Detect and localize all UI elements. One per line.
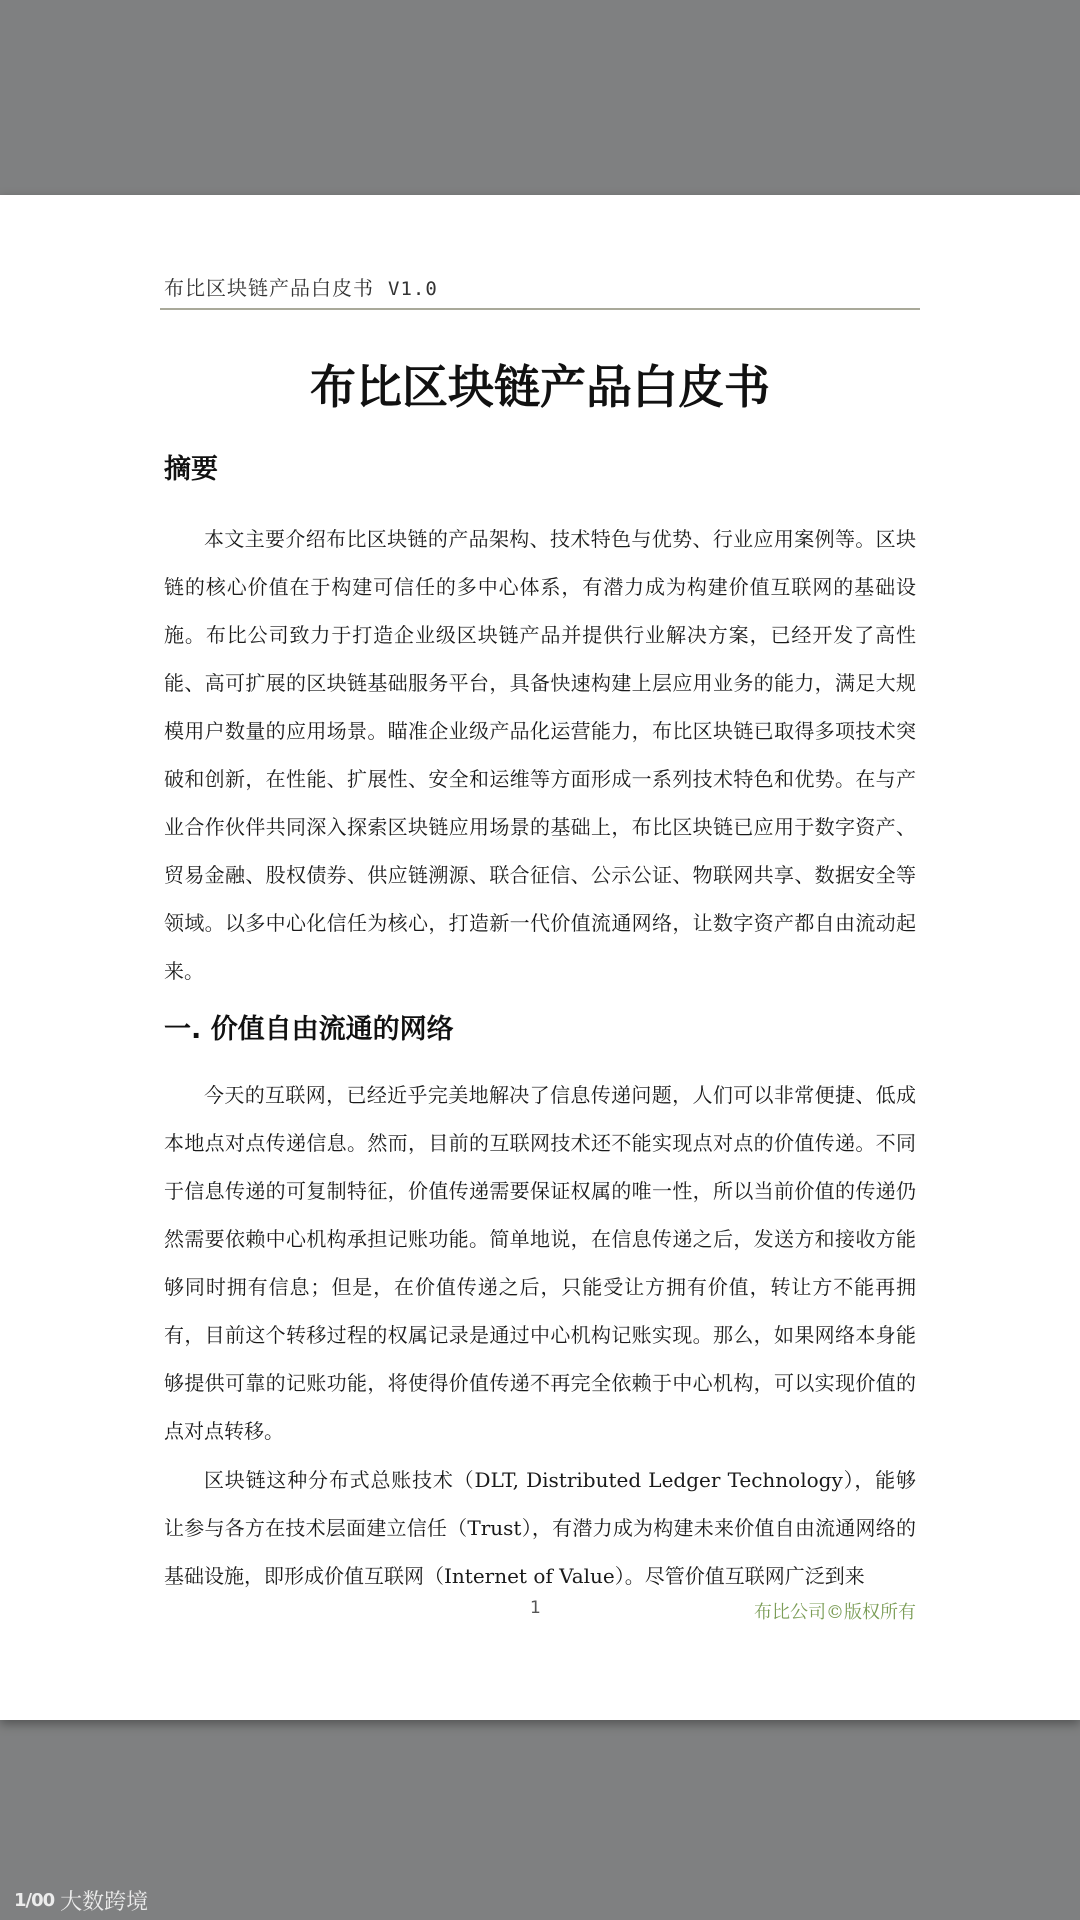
watermark: [14, 1885, 148, 1916]
running-header: [164, 272, 438, 301]
document-page: [0, 195, 1080, 1720]
page-number: 1: [530, 1598, 541, 1618]
version-label: V1.0: [388, 278, 438, 300]
watermark-text: 大数跨境: [60, 1890, 149, 1915]
document-title: 布比区块链产品白皮书: [310, 360, 770, 414]
section-heading-abstract: 摘要: [164, 454, 218, 485]
running-header-title: 布比区块链产品白皮书: [164, 276, 374, 300]
header-divider: [160, 308, 920, 310]
copyright-notice: 布比公司©版权所有: [754, 1602, 916, 1623]
watermark-logo-icon: 1/00: [14, 1890, 55, 1911]
section-heading-value-network: 一. 价值自由流通的网络: [164, 1014, 454, 1045]
body-paragraph: 今天的互联网，已经近乎完美地解决了信息传递问题，人们可以非常便捷、低成本地点对点传递信息。然而，目前的互联网技术还不能实现点对点的价值传递。不同于信息传递的可复制特征，价值传递需要保证权属的唯一性，所以当前价值的传递仍然需要依赖中心机构承担记账功能。简单地说，在信息传递之后，发送方和接收方能够同时拥有信息；但是，在价值传递之后，只能受让方拥有价值，转让方不能再拥有，目前这个转移过程的权属记录是通过中心机构记账实现。那么，如果网络本身能够提供可靠的记账功能，将使得价值传递不再完全依赖于中心机构，可以实现价值的点对点转移。: [164, 1083, 916, 1443]
abstract-paragraph: 本文主要介绍布比区块链的产品架构、技术特色与优势、行业应用案例等。区块链的核心价值在于构建可信任的多中心体系，有潜力成为构建价值互联网的基础设施。布比公司致力于打造企业级区块链产品并提供行业解决方案，已经开发了高性能、高可扩展的区块链基础服务平台，具备快速构建上层应用业务的能力，满足大规模用户数量的应用场景。瞄准企业级产品化运营能力，布比区块链已取得多项技术突破和创新，在性能、扩展性、安全和运维等方面形成一系列技术特色和优势。在与产业合作伙伴共同深入探索区块链应用场景的基础上，布比区块链已应用于数字资产、贸易金融、股权债券、供应链溯源、联合征信、公示公证、物联网共享、数据安全等领域。以多中心化信任为核心，打造新一代价值流通网络，让数字资产都自由流动起来。: [164, 527, 916, 983]
body-paragraph: 区块链这种分布式总账技术（DLT, Distributed Ledger Technology），能够让参与各方在技术层面建立信任（Trust），有潜力成为构建未来价值自由流通网络的基础设施，即形成价值互联网（Internet of Value）。尽管价值互联网广泛到来: [164, 1468, 916, 1588]
